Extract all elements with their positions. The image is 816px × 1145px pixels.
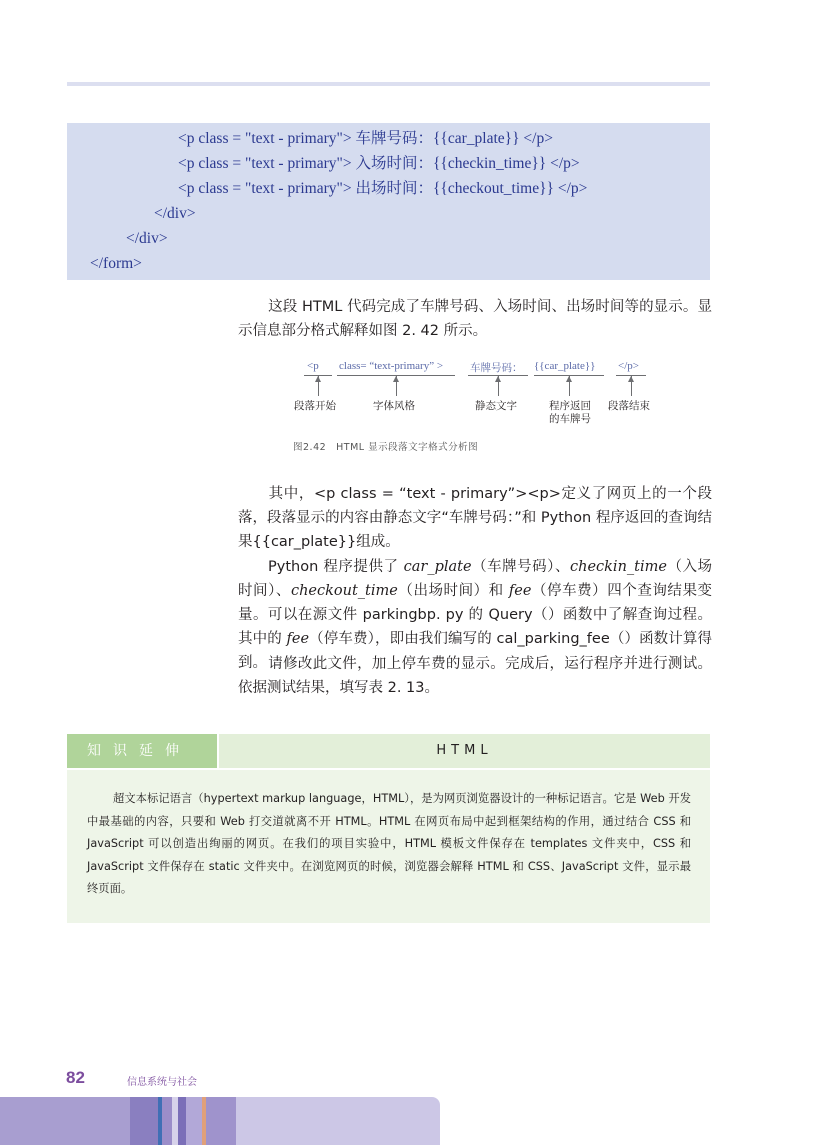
fig-label-font-style: 字体风格 (373, 400, 415, 412)
paragraph-3: Python 程序提供了 car_plate（车牌号码）、checkin_time（入场时间）、checkout_time（出场时间）和 fee（停车费）四个查询结果变量。可以在源文件 parkingbp. py 的 Query（）函数中了解查询过程。其中的 fee（停车费），即由我们编写的 cal_parking_fee（）函数计算得到。 (238, 559, 713, 671)
footer-decorative-band (0, 1097, 440, 1145)
knowledge-box-label: 知识延伸 (67, 734, 217, 768)
up-arrow-icon (498, 376, 499, 396)
fig-label-static-text: 静态文字 (475, 400, 517, 412)
var-checkin-time: checkin_time (569, 559, 667, 575)
code-line-3: <p class = "text - primary"> 出场时间：{{checkout_time}} </p> (178, 180, 588, 197)
code-line-2: <p class = "text - primary"> 入场时间：{{checkin_time}} </p> (178, 155, 580, 172)
var-fee: fee (508, 583, 532, 599)
knowledge-box-text: 超文本标记语言（hypertext markup language，HTML），是为网页浏览器设计的一种标记语言。它是 Web 开发中最基础的内容，只要和 Web 打交道就离不开 HTML。HTML 在网页布局中起到框架结构的作用，通过结合 CSS 和 JavaScript 可以创造出绚丽的网页。在我们的项目实验中，HTML 模板文件保存在 templates 文件夹中，CSS 和 JavaScript 文件保存在 static 文件夹中。在浏览网页的时候，浏览器会解释 HTML 和 CSS、JavaScript 文件，显示最终页面。 (87, 792, 691, 895)
code-line-5: </div> (126, 230, 168, 247)
var-car-plate: car_plate (403, 559, 472, 575)
up-arrow-icon (631, 376, 632, 396)
var-fee: fee (286, 631, 310, 647)
fig-label-paragraph-end: 段落结束 (608, 400, 650, 412)
fig-part-car-plate: {{car_plate}} (534, 360, 596, 372)
page-number: 82 (66, 1068, 85, 1087)
code-line-6: </form> (90, 255, 142, 272)
paragraph-2: 其中，<p class = “text - primary”><p>定义了网页上的一个段落，段落显示的内容由静态文字“车牌号码：”和 Python 程序返回的查询结果{{car_plate}}组成。 (238, 486, 712, 550)
fig-part-p-open: <p (307, 360, 319, 372)
intro-paragraph: 这段 HTML 代码完成了车牌号码、入场时间、出场时间等的显示。显示信息部分格式解释如图 2. 42 所示。 (238, 299, 712, 339)
figure-caption: 图2.42 HTML 显示段落文字格式分析图 (293, 442, 479, 453)
fig-label-returned-plate: 程序返回的车牌号 (549, 400, 591, 425)
fig-label-paragraph-start: 段落开始 (294, 400, 336, 412)
var-checkout-time: checkout_time (290, 583, 398, 599)
up-arrow-icon (569, 376, 570, 396)
up-arrow-icon (396, 376, 397, 396)
knowledge-box-body (67, 770, 710, 923)
fig-part-p-close: </p> (618, 360, 639, 372)
code-line-1: <p class = "text - primary"> 车牌号码：{{car_plate}} </p> (178, 130, 553, 147)
knowledge-box-title: HTML (219, 734, 710, 768)
fig-part-static-text: 车牌号码： (470, 362, 523, 374)
header-rule (67, 82, 710, 86)
fig-part-class: class= “text-primary” > (339, 360, 444, 372)
code-line-4: </div> (154, 205, 196, 222)
up-arrow-icon (318, 376, 319, 396)
paragraph-4: 请修改此文件，加上停车费的显示。完成后，运行程序并进行测试。依据测试结果，填写表 2. 13。 (238, 656, 712, 696)
book-title: 信息系统与社会 (127, 1077, 197, 1088)
code-block (67, 123, 710, 280)
